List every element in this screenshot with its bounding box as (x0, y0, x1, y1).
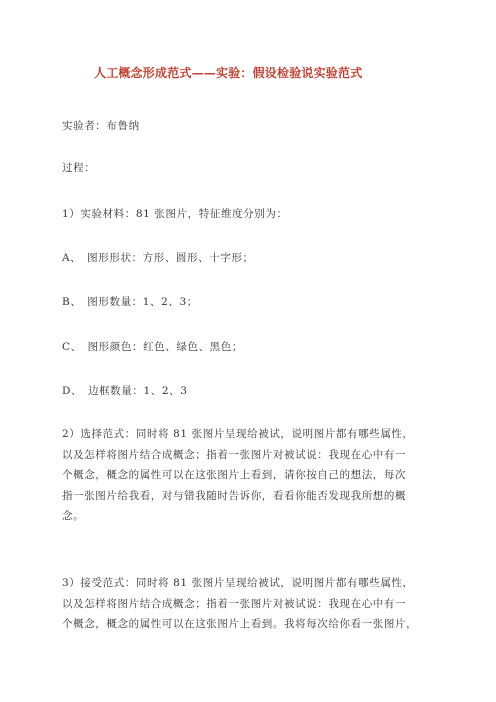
document-title: 人工概念形成范式——实验：假设检验说实验范式 (94, 66, 363, 80)
materials-heading: 1）实验材料：81 张图片，特征维度分别为： (62, 208, 288, 220)
paragraph-line: 指一张图片给我看，对与错我随时告诉你，看看你能否发现我所想的概 (62, 489, 407, 502)
feature-item-color: C、 图形颜色：红色、绿色、黑色； (62, 341, 243, 353)
paragraph-reception-paradigm (62, 573, 434, 635)
feature-item-border: D、 边框数量：1、2、3 (62, 385, 188, 397)
paragraph-line: 以及怎样将图片结合成概念；指着一张图片对被试说：我现在心中有一 (62, 597, 407, 610)
paragraph-selection-paradigm (62, 424, 434, 527)
experimenter-line: 实验者：布鲁纳 (62, 120, 140, 132)
process-label: 过程： (62, 162, 96, 174)
paragraph-line: 念。 (62, 510, 85, 522)
feature-item-shape: A、 图形形状：方形、圆形、十字形； (62, 252, 254, 264)
paragraph-line: 个概念，概念的属性可以在这张图片上看到。我将每次给你看一张图片， (62, 618, 418, 630)
paragraph-line: 3）接受范式：同时将 81 张图片呈现给被试，说明图片都有哪些属性， (62, 577, 414, 589)
paragraph-line: 2）选择范式：同时将 81 张图片呈现给被试，说明图片都有哪些属性， (62, 428, 414, 440)
paragraph-line: 个概念，概念的属性可以在这张图片上看到，请你按自己的想法，每次 (62, 469, 407, 481)
paragraph-line: 以及怎样将图片结合成概念；指着一张图片对被试说：我现在心中有一 (62, 448, 407, 461)
feature-item-count: B、 图形数量：1、2、3； (62, 296, 198, 308)
